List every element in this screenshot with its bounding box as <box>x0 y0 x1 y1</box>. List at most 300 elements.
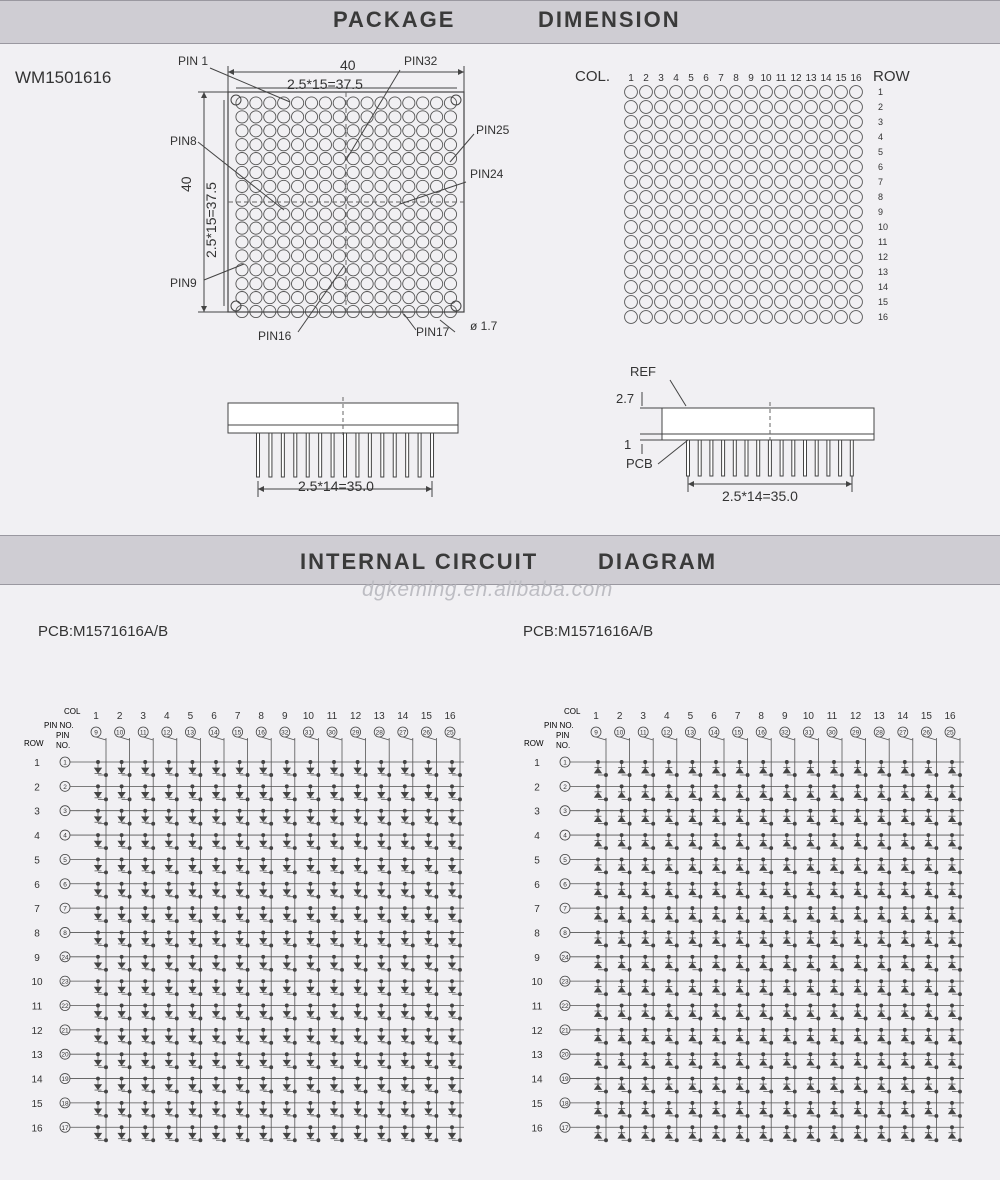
junction-dot <box>652 846 655 849</box>
matrix-dot <box>715 236 728 249</box>
junction-dot <box>840 1139 843 1142</box>
junction-dot <box>628 773 631 776</box>
junction-dot <box>332 931 335 934</box>
junction-dot <box>120 1101 123 1104</box>
junction-dot <box>270 871 273 874</box>
package-led-dot <box>444 236 456 248</box>
junction-dot <box>450 1004 453 1007</box>
column-number: 4 <box>664 711 670 722</box>
matrix-dot <box>715 86 728 99</box>
junction-dot <box>238 907 241 910</box>
package-led-dot <box>250 292 262 304</box>
junction-dot <box>411 1114 414 1117</box>
junction-dot <box>238 1077 241 1080</box>
column-number: 2 <box>616 711 623 722</box>
matrix-dot <box>640 146 653 159</box>
diode <box>354 1036 361 1041</box>
diode <box>354 1060 361 1065</box>
junction-dot <box>832 907 835 910</box>
matrix-dot <box>625 236 638 249</box>
junction-dot <box>332 833 335 836</box>
junction-dot <box>628 920 631 923</box>
diode <box>925 1036 932 1041</box>
matrix-dot <box>655 86 668 99</box>
junction-dot <box>238 1101 241 1104</box>
diode <box>331 1109 338 1114</box>
diode <box>354 768 361 773</box>
package-led-dot <box>444 97 456 109</box>
matrix-dot <box>685 236 698 249</box>
junction-dot <box>738 858 741 861</box>
junction-dot <box>120 833 123 836</box>
junction-dot <box>840 773 843 776</box>
junction-dot <box>691 1101 694 1104</box>
diode <box>236 1085 243 1090</box>
junction-dot <box>285 785 288 788</box>
pcb-label-left: PCB:M1571616A/B <box>38 623 169 640</box>
junction-dot <box>691 955 694 958</box>
package-led-dot <box>347 111 359 123</box>
package-led-dot <box>278 264 290 276</box>
diode <box>736 792 743 797</box>
row-pin-number: 19 <box>561 1076 569 1084</box>
junction-dot <box>152 773 155 776</box>
junction-dot <box>435 968 438 971</box>
junction-dot <box>604 1114 607 1117</box>
junction-dot <box>285 1126 288 1129</box>
junction-dot <box>356 1077 359 1080</box>
diode <box>949 914 956 919</box>
diode <box>95 1109 102 1114</box>
junction-dot <box>128 822 131 825</box>
junction-dot <box>222 773 225 776</box>
junction-dot <box>364 798 367 801</box>
diode <box>189 987 196 992</box>
junction-dot <box>691 1077 694 1080</box>
junction-dot <box>927 955 930 958</box>
junction-dot <box>332 1126 335 1129</box>
junction-dot <box>958 920 961 923</box>
junction-dot <box>652 1066 655 1069</box>
diode <box>354 817 361 822</box>
junction-dot <box>691 858 694 861</box>
diode <box>118 792 125 797</box>
column-link <box>690 737 700 740</box>
junction-dot <box>356 1028 359 1031</box>
diode <box>449 938 456 943</box>
junction-dot <box>152 1139 155 1142</box>
package-led-dot <box>389 208 401 220</box>
diode <box>760 1133 767 1138</box>
diode <box>949 792 956 797</box>
diode <box>95 792 102 797</box>
junction-dot <box>293 846 296 849</box>
diode <box>449 792 456 797</box>
junction-dot <box>832 1004 835 1007</box>
junction-dot <box>628 822 631 825</box>
diode <box>689 1060 696 1065</box>
junction-dot <box>596 760 599 763</box>
junction-dot <box>175 798 178 801</box>
junction-dot <box>652 773 655 776</box>
matrix-dot <box>700 221 713 234</box>
junction-dot <box>450 955 453 958</box>
junction-dot <box>364 1017 367 1020</box>
column-pin-number: 26 <box>922 729 931 737</box>
package-led-dot <box>403 111 415 123</box>
junction-dot <box>880 760 883 763</box>
row-pin-number: 2 <box>563 783 567 791</box>
diode <box>213 817 220 822</box>
column-pin-number: 9 <box>94 729 98 737</box>
package-led-dot <box>361 97 373 109</box>
diode <box>736 987 743 992</box>
junction-dot <box>596 907 599 910</box>
junction-dot <box>691 833 694 836</box>
junction-dot <box>667 980 670 983</box>
diode <box>307 768 314 773</box>
junction-dot <box>714 833 717 836</box>
diode <box>401 792 408 797</box>
matrix-dot-grid <box>600 60 900 330</box>
matrix-dot <box>715 191 728 204</box>
junction-dot <box>950 1077 953 1080</box>
matrix-dot <box>625 281 638 294</box>
package-led-dot <box>292 111 304 123</box>
diode <box>236 963 243 968</box>
junction-dot <box>746 895 749 898</box>
diode <box>95 865 102 870</box>
junction-dot <box>652 993 655 996</box>
junction-dot <box>927 1101 930 1104</box>
junction-dot <box>699 1090 702 1093</box>
junction-dot <box>104 1090 107 1093</box>
junction-dot <box>411 822 414 825</box>
diode <box>925 963 932 968</box>
junction-dot <box>722 1041 725 1044</box>
row-number: 11 <box>531 1001 543 1013</box>
diode <box>854 792 861 797</box>
junction-dot <box>427 1077 430 1080</box>
column-pin-number: 9 <box>594 729 598 737</box>
junction-dot <box>880 955 883 958</box>
junction-dot <box>935 773 938 776</box>
matrix-dot <box>625 311 638 324</box>
label-pin8: PIN8 <box>170 134 197 148</box>
package-led-dot <box>361 180 373 192</box>
junction-dot <box>604 871 607 874</box>
junction-dot <box>809 1004 812 1007</box>
row-pin-number: 21 <box>561 1027 569 1035</box>
junction-dot <box>911 1114 914 1117</box>
junction-dot <box>793 993 796 996</box>
diode <box>142 768 149 773</box>
matrix-dot <box>730 86 743 99</box>
diode <box>378 841 385 846</box>
junction-dot <box>793 1066 796 1069</box>
row-pin-number: 7 <box>563 905 567 913</box>
junction-dot <box>699 968 702 971</box>
pcb-label-right: PCB:M1571616A/B <box>523 623 654 640</box>
junction-dot <box>191 955 194 958</box>
diode <box>783 914 790 919</box>
junction-dot <box>270 1066 273 1069</box>
junction-dot <box>309 785 312 788</box>
column-number: 10 <box>302 711 314 722</box>
diode <box>213 768 220 773</box>
column-number: 12 <box>850 711 862 722</box>
junction-dot <box>96 907 99 910</box>
junction-dot <box>317 920 320 923</box>
column-number: 7 <box>234 711 241 722</box>
junction-dot <box>714 931 717 934</box>
junction-dot <box>340 1114 343 1117</box>
junction-dot <box>667 1101 670 1104</box>
junction-dot <box>762 858 765 861</box>
junction-dot <box>699 895 702 898</box>
junction-dot <box>191 1004 194 1007</box>
junction-dot <box>714 1101 717 1104</box>
junction-dot <box>691 1053 694 1056</box>
junction-dot <box>770 773 773 776</box>
dim-pitch-horizontal: 2.5*15=37.5 <box>287 76 363 92</box>
junction-dot <box>840 968 843 971</box>
junction-dot <box>785 955 788 958</box>
junction-dot <box>96 1077 99 1080</box>
junction-dot <box>880 833 883 836</box>
junction-dot <box>340 1066 343 1069</box>
matrix-dot <box>730 236 743 249</box>
junction-dot <box>856 955 859 958</box>
junction-dot <box>293 993 296 996</box>
diode <box>736 1109 743 1114</box>
diode <box>689 914 696 919</box>
diode <box>642 1060 649 1065</box>
diode <box>689 1133 696 1138</box>
junction-dot <box>714 858 717 861</box>
side-pin <box>792 440 795 476</box>
junction-dot <box>793 1139 796 1142</box>
matrix-dot <box>760 296 773 309</box>
diode <box>165 890 172 895</box>
matrix-dot <box>805 86 818 99</box>
diode <box>142 1036 149 1041</box>
package-led-dot <box>333 180 345 192</box>
junction-dot <box>285 980 288 983</box>
diode <box>642 938 649 943</box>
matrix-row-label: ROW <box>873 68 910 85</box>
diode <box>595 1109 602 1114</box>
diode <box>925 890 932 895</box>
matrix-row-number: 6 <box>878 162 884 172</box>
junction-dot <box>644 809 647 812</box>
junction-dot <box>356 882 359 885</box>
diode <box>901 792 908 797</box>
matrix-dot <box>820 266 833 279</box>
package-led-dot <box>319 278 331 290</box>
junction-dot <box>120 907 123 910</box>
diode <box>283 792 290 797</box>
package-led-dot <box>417 264 429 276</box>
junction-dot <box>832 980 835 983</box>
junction-dot <box>628 1066 631 1069</box>
diode <box>283 914 290 919</box>
junction-dot <box>238 1053 241 1056</box>
diode <box>449 841 456 846</box>
diode <box>878 1085 885 1090</box>
diode <box>307 865 314 870</box>
junction-dot <box>388 846 391 849</box>
junction-dot <box>120 955 123 958</box>
junction-dot <box>856 809 859 812</box>
matrix-dot <box>835 101 848 114</box>
junction-dot <box>458 1114 461 1117</box>
matrix-col-number: 11 <box>775 73 787 84</box>
package-led-dot <box>305 111 317 123</box>
diode <box>949 1012 956 1017</box>
matrix-dots <box>625 86 863 324</box>
junction-dot <box>246 920 249 923</box>
matrix-dot <box>715 296 728 309</box>
junction-dot <box>950 931 953 934</box>
junction-dot <box>958 773 961 776</box>
junction-dot <box>293 1017 296 1020</box>
package-led-dot <box>305 166 317 178</box>
junction-dot <box>128 798 131 801</box>
diode <box>760 768 767 773</box>
matrix-dot <box>805 146 818 159</box>
diode <box>142 1012 149 1017</box>
junction-dot <box>888 993 891 996</box>
package-led-dot <box>431 292 443 304</box>
column-number: 6 <box>211 711 217 722</box>
junction-dot <box>128 1066 131 1069</box>
junction-dot <box>309 809 312 812</box>
junction-dot <box>104 798 107 801</box>
diode <box>283 768 290 773</box>
diode <box>378 987 385 992</box>
junction-dot <box>935 798 938 801</box>
junction-dot <box>403 907 406 910</box>
diode <box>878 1060 885 1065</box>
junction-dot <box>96 809 99 812</box>
matrix-dot <box>730 266 743 279</box>
package-led-dot <box>264 292 276 304</box>
matrix-dot <box>640 206 653 219</box>
package-led-dot <box>361 194 373 206</box>
column-number: 15 <box>920 711 932 722</box>
matrix-dot <box>625 176 638 189</box>
junction-dot <box>935 895 938 898</box>
matrix-dot <box>730 311 743 324</box>
package-led-dot <box>431 236 443 248</box>
column-link <box>620 737 630 740</box>
junction-dot <box>380 1004 383 1007</box>
junction-dot <box>911 871 914 874</box>
matrix-dot <box>685 266 698 279</box>
diode <box>595 1133 602 1138</box>
junction-dot <box>144 1028 147 1031</box>
junction-dot <box>152 944 155 947</box>
junction-dot <box>403 882 406 885</box>
junction-dot <box>450 809 453 812</box>
diode <box>807 1060 814 1065</box>
junction-dot <box>722 846 725 849</box>
side-pin <box>850 440 853 476</box>
diode <box>425 1036 432 1041</box>
diode <box>95 963 102 968</box>
junction-dot <box>840 944 843 947</box>
row-number: 12 <box>531 1025 543 1037</box>
dot-diameter: ø 1.7 <box>470 319 498 333</box>
matrix-dot <box>700 206 713 219</box>
matrix-dot <box>805 176 818 189</box>
package-led-dot <box>347 264 359 276</box>
junction-dot <box>722 1139 725 1142</box>
diode <box>378 1085 385 1090</box>
junction-dot <box>888 920 891 923</box>
matrix-dot <box>790 281 803 294</box>
package-led-dot <box>292 97 304 109</box>
package-led-dot <box>403 222 415 234</box>
matrix-dot <box>835 206 848 219</box>
junction-dot <box>770 1090 773 1093</box>
junction-dot <box>380 931 383 934</box>
junction-dot <box>840 1090 843 1093</box>
diode <box>878 890 885 895</box>
matrix-row-number: 7 <box>878 177 884 187</box>
junction-dot <box>762 1101 765 1104</box>
matrix-col-number: 6 <box>703 73 709 84</box>
matrix-dot <box>640 236 653 249</box>
diode <box>925 865 932 870</box>
column-link <box>856 737 866 740</box>
junction-dot <box>809 980 812 983</box>
diode <box>165 1036 172 1041</box>
matrix-dot <box>835 116 848 129</box>
package-led-dot <box>361 278 373 290</box>
matrix-dot <box>670 266 683 279</box>
junction-dot <box>856 858 859 861</box>
package-led-dot <box>292 139 304 151</box>
junction-dot <box>785 833 788 836</box>
diode <box>689 987 696 992</box>
junction-dot <box>380 809 383 812</box>
diode <box>283 1133 290 1138</box>
diode <box>925 768 932 773</box>
junction-dot <box>699 920 702 923</box>
junction-dot <box>746 920 749 923</box>
diode <box>213 890 220 895</box>
diode <box>665 792 672 797</box>
matrix-dot <box>775 266 788 279</box>
diode <box>618 938 625 943</box>
column-link <box>143 737 153 740</box>
junction-dot <box>270 1090 273 1093</box>
junction-dot <box>238 980 241 983</box>
row-pin-number: 20 <box>561 1051 569 1059</box>
matrix-dot <box>835 221 848 234</box>
diode <box>118 865 125 870</box>
junction-dot <box>96 1126 99 1129</box>
matrix-dot <box>685 281 698 294</box>
junction-dot <box>927 1077 930 1080</box>
junction-dot <box>435 822 438 825</box>
junction-dot <box>435 773 438 776</box>
junction-dot <box>214 858 217 861</box>
matrix-dot <box>730 101 743 114</box>
matrix-dot <box>730 251 743 264</box>
